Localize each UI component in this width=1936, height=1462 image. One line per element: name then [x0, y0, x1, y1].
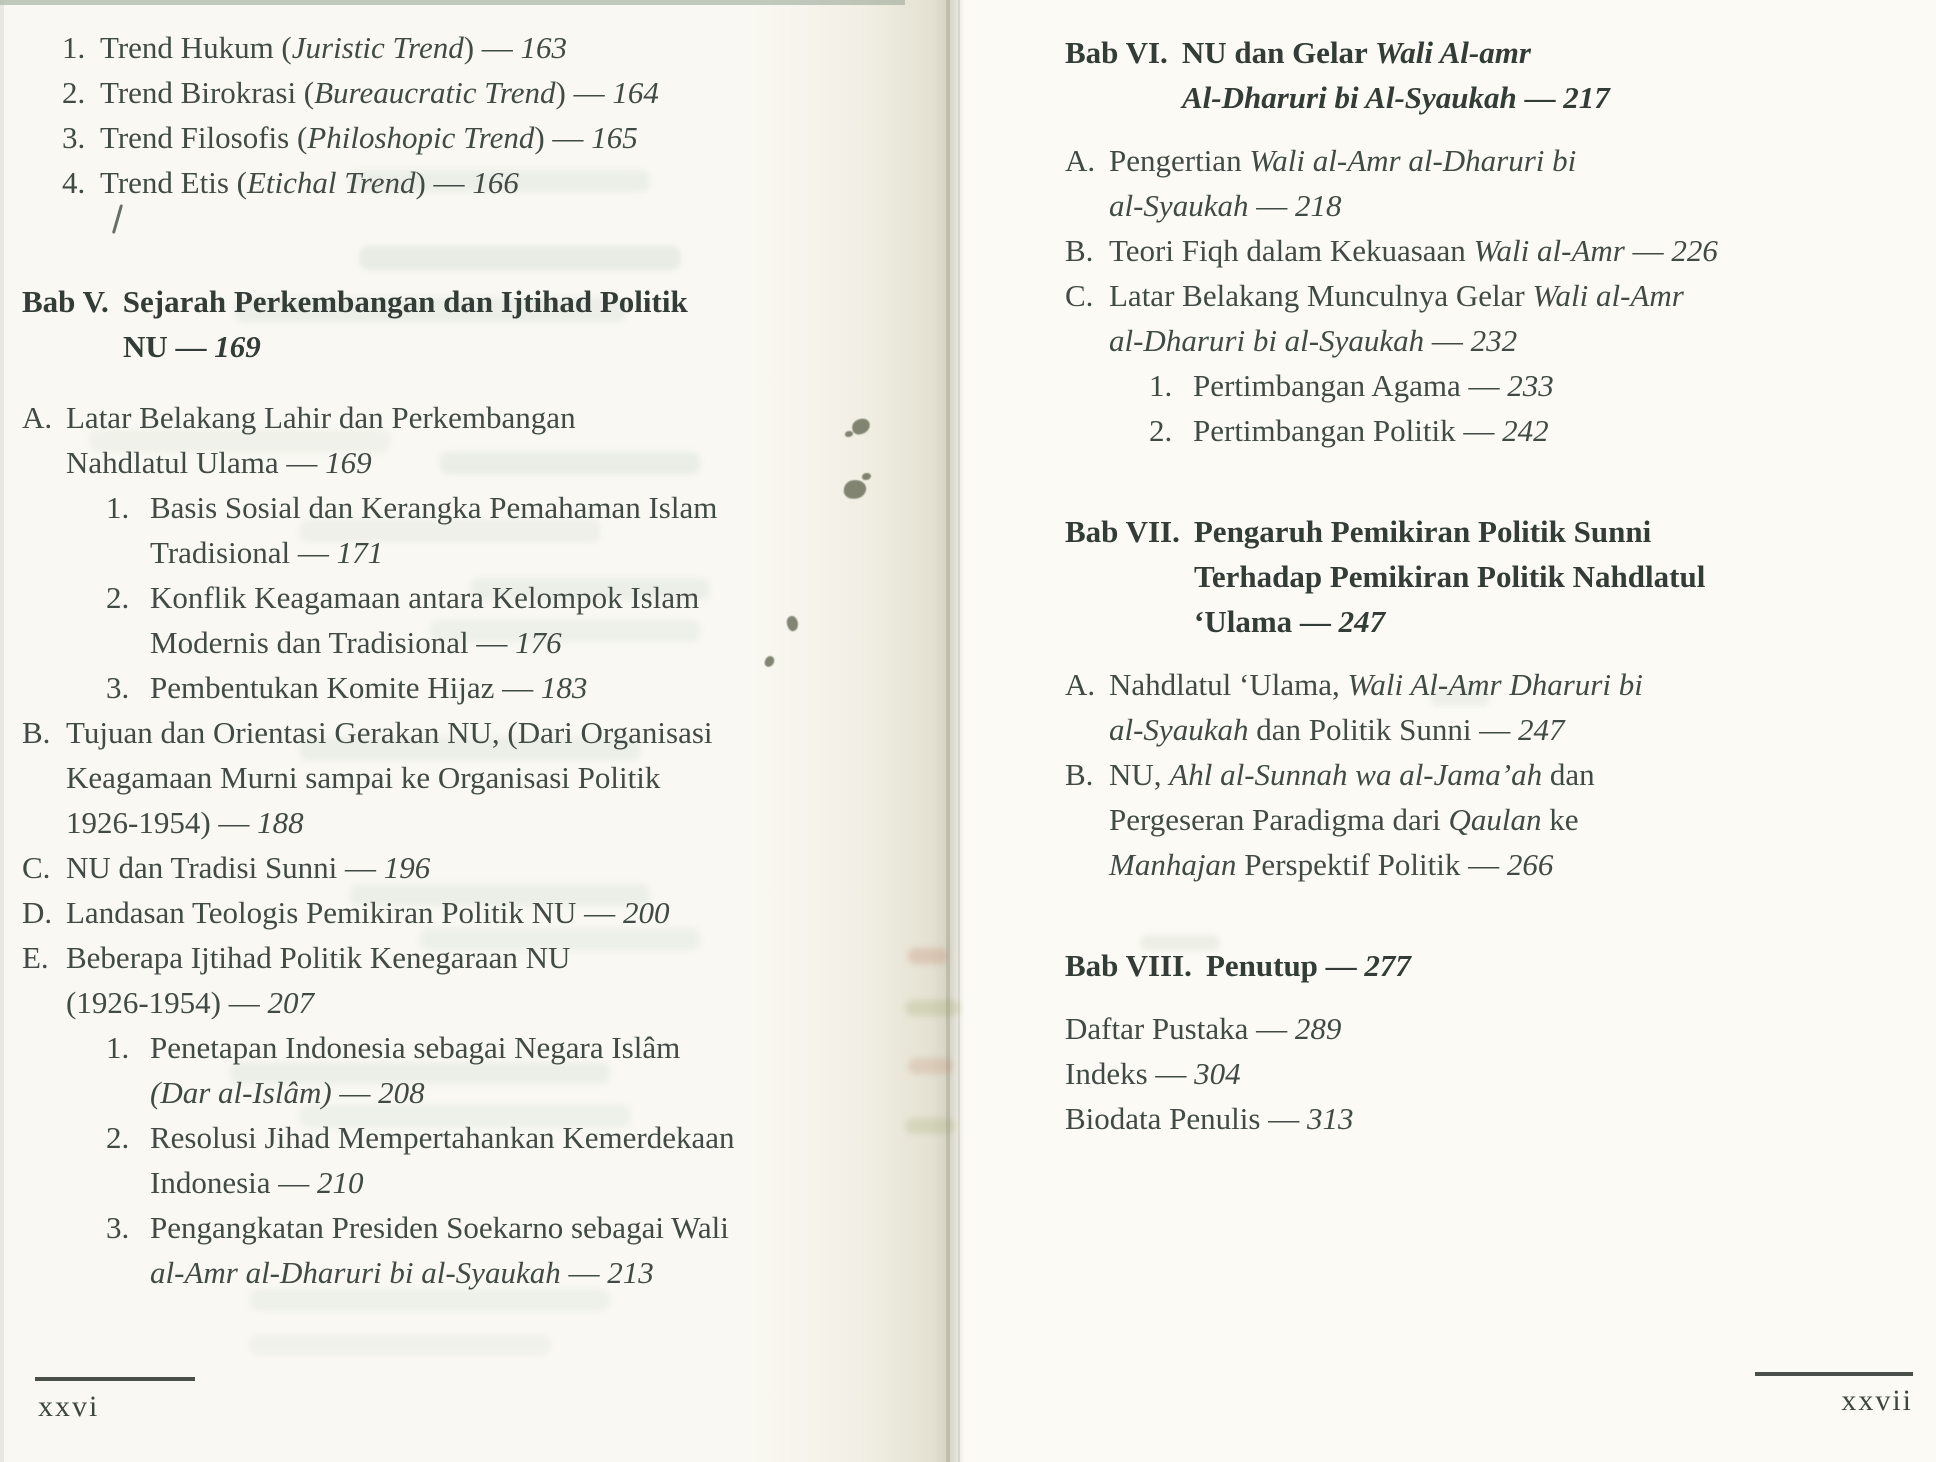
toc-entry	[106, 575, 852, 665]
toc-line	[66, 980, 852, 1025]
toc-entry	[1065, 752, 1925, 887]
toc-text-run: ) —	[555, 75, 613, 110]
toc-line	[66, 440, 852, 485]
toc-text-run: Trend Etis (	[100, 165, 247, 200]
toc-text-run: —	[1424, 323, 1471, 358]
toc-chapter-heading	[1065, 30, 1925, 120]
toc-line	[66, 800, 852, 845]
toc-text-run: Pergeseran Paradigma dari	[1109, 802, 1449, 837]
toc-line	[1065, 273, 1925, 318]
toc-text-run: Biodata Penulis —	[1065, 1101, 1307, 1136]
toc-chapter-heading	[1065, 509, 1925, 644]
toc-line	[1065, 752, 1925, 797]
toc-text-run: 1926-1954) —	[66, 805, 258, 840]
toc-line	[22, 279, 852, 324]
toc-entry	[1065, 1051, 1925, 1096]
toc-text-run: Basis Sosial dan Kerangka Pemahaman Islam	[150, 490, 718, 525]
bleedthrough-ghost	[250, 1335, 550, 1355]
toc-entry-label: A.	[22, 400, 53, 435]
toc-text-run: dan Politik Sunni —	[1248, 712, 1519, 747]
toc-text-run: Latar Belakang Munculnya Gelar	[1109, 278, 1533, 313]
toc-text-run: Terhadap Pemikiran Politik Nahdlatul	[1194, 559, 1706, 594]
toc-line	[1149, 363, 1925, 408]
toc-text-run: NU —	[123, 329, 215, 364]
scan-edge-artifact	[0, 0, 4, 1462]
toc-entry-label: Bab VI.	[1065, 35, 1168, 70]
toc-line	[150, 1070, 852, 1115]
toc-line	[22, 395, 852, 440]
bleedthrough-ghost	[905, 1118, 955, 1134]
toc-entry-label: B.	[1065, 233, 1094, 268]
toc-text-run: 171	[336, 535, 384, 570]
page-number-right: xxvii	[1841, 1384, 1913, 1417]
toc-text-run: Wali al-Amr al-Dharuri bi	[1249, 143, 1577, 178]
toc-line	[1065, 943, 1925, 988]
toc-text-run: NU,	[1109, 757, 1170, 792]
toc-text-run: 169	[214, 329, 261, 364]
toc-text-run: 304	[1194, 1056, 1241, 1091]
toc-text-run: —	[1624, 233, 1672, 268]
toc-text-run: al-Amr al-Dharuri bi al-Syaukah	[150, 1255, 561, 1290]
toc-text-run: Juristic Trend	[291, 30, 464, 65]
toc-entry	[106, 665, 852, 710]
toc-line	[1065, 138, 1925, 183]
toc-text-run: Pertimbangan Agama —	[1193, 368, 1508, 403]
toc-line	[1065, 1096, 1925, 1141]
toc-line	[1109, 183, 1925, 228]
toc-text-run: 165	[591, 120, 638, 155]
toc-entry-label: Bab VII.	[1065, 514, 1180, 549]
toc-entry	[62, 160, 852, 205]
toc-line	[62, 25, 852, 70]
toc-entry	[1065, 273, 1925, 363]
toc-text-run: 200	[622, 895, 670, 930]
toc-line	[1065, 1051, 1925, 1096]
toc-text-run: Wali al-Amr	[1473, 233, 1625, 268]
toc-text-run: 169	[325, 445, 372, 480]
toc-entry	[22, 845, 852, 890]
toc-column-left	[22, 25, 852, 1295]
toc-text-run: 188	[257, 805, 304, 840]
toc-line	[1065, 30, 1925, 75]
toc-line	[66, 755, 852, 800]
toc-line	[1109, 707, 1925, 752]
toc-text-run: Etichal Trend	[246, 165, 416, 200]
bleedthrough-ghost	[908, 948, 948, 964]
toc-text-run: Keagamaan Murni sampai ke Organisasi Politik	[66, 760, 661, 795]
toc-entry-label: B.	[1065, 757, 1094, 792]
toc-text-run: al-Dharuri bi al-Syaukah	[1109, 323, 1425, 358]
toc-entry-label: 3.	[106, 1210, 130, 1245]
toc-text-run: 210	[317, 1165, 364, 1200]
toc-line	[106, 575, 852, 620]
toc-line	[22, 710, 852, 755]
toc-entry-label: E.	[22, 940, 49, 975]
scan-edge-artifact	[0, 0, 905, 5]
toc-line	[106, 1115, 852, 1160]
toc-text-run: 247	[1338, 604, 1386, 639]
toc-entry-label: A.	[1065, 143, 1096, 178]
footer-rule-left	[35, 1377, 195, 1381]
toc-text-run: Latar Belakang Lahir dan Perkembangan	[66, 400, 576, 435]
toc-text-run: al-Syaukah	[1109, 712, 1249, 747]
toc-text-run: —	[1516, 80, 1564, 115]
toc-line	[150, 1160, 852, 1205]
toc-chapter-heading	[22, 279, 852, 369]
toc-line	[1065, 662, 1925, 707]
toc-entry-label: 3.	[106, 670, 130, 705]
toc-text-run: 213	[607, 1255, 654, 1290]
toc-text-run: Sejarah Perkembangan dan Ijtihad Politik	[122, 284, 688, 319]
toc-text-run: 313	[1306, 1101, 1354, 1136]
toc-text-run: Al-Dharuri bi Al-Syaukah	[1182, 80, 1517, 115]
toc-entry-label: 3.	[62, 120, 86, 155]
toc-line	[150, 530, 852, 575]
toc-text-run: 266	[1506, 847, 1554, 882]
toc-text-run: 289	[1294, 1011, 1342, 1046]
toc-text-run: Daftar Pustaka —	[1065, 1011, 1295, 1046]
toc-entry	[22, 935, 852, 1025]
toc-text-run: Tradisional —	[150, 535, 337, 570]
toc-line	[1149, 408, 1925, 453]
toc-text-run: Modernis dan Tradisional —	[150, 625, 516, 660]
toc-line	[150, 1250, 852, 1295]
toc-entry	[1065, 662, 1925, 752]
toc-chapter-heading	[1065, 943, 1925, 988]
toc-text-run: Indeks —	[1065, 1056, 1195, 1091]
toc-entry-label: 2.	[106, 580, 130, 615]
toc-entry-label: A.	[1065, 667, 1096, 702]
toc-entry	[106, 1115, 852, 1205]
toc-text-run: Bureaucratic Trend	[314, 75, 556, 110]
toc-entry	[62, 115, 852, 160]
toc-text-run: Pengertian	[1109, 143, 1250, 178]
toc-text-run: ) —	[534, 120, 592, 155]
bleedthrough-ghost	[905, 1000, 960, 1016]
toc-entry-label: 1.	[62, 30, 86, 65]
toc-entry-label: D.	[22, 895, 53, 930]
toc-line	[123, 324, 852, 369]
toc-text-run: 218	[1294, 188, 1342, 223]
toc-text-run: Nahdlatul Ulama —	[66, 445, 326, 480]
toc-line	[1109, 318, 1925, 363]
toc-line	[62, 70, 852, 115]
toc-text-run: 233	[1507, 368, 1554, 403]
toc-entry	[106, 485, 852, 575]
toc-text-run: 226	[1671, 233, 1718, 268]
toc-entry	[1065, 1096, 1925, 1141]
toc-entry-label: 1.	[106, 1030, 130, 1065]
toc-entry-label: 4.	[62, 165, 86, 200]
toc-entry-label: 2.	[106, 1120, 130, 1155]
toc-text-run: Manhajan	[1109, 847, 1237, 882]
toc-entry	[106, 1205, 852, 1295]
toc-text-run: 163	[520, 30, 568, 65]
toc-line	[62, 115, 852, 160]
footer-rule-right	[1755, 1372, 1913, 1376]
toc-text-run: NU dan Gelar	[1181, 35, 1376, 70]
toc-text-run: ke	[1541, 802, 1579, 837]
toc-entry-label: 1.	[1149, 368, 1173, 403]
toc-text-run: 277	[1364, 948, 1411, 983]
toc-text-run: 217	[1563, 80, 1610, 115]
toc-text-run: 242	[1502, 413, 1549, 448]
toc-text-run: Qaulan	[1448, 802, 1542, 837]
toc-line	[106, 665, 852, 710]
toc-text-run: Ahl al-Sunnah wa al-Jama’ah	[1169, 757, 1543, 792]
toc-text-run: 207	[267, 985, 314, 1020]
toc-text-run: NU dan Tradisi Sunni —	[66, 850, 384, 885]
toc-text-run: 183	[540, 670, 588, 705]
toc-line	[106, 1025, 852, 1070]
toc-text-run: Wali Al-Amr Dharuri bi	[1347, 667, 1643, 702]
toc-text-run: Trend Hukum (	[100, 30, 292, 65]
toc-entry	[106, 1025, 852, 1115]
toc-text-run: (Dar al-Islâm)	[150, 1075, 332, 1110]
toc-entry-label: 1.	[106, 490, 130, 525]
toc-line	[1065, 228, 1925, 273]
toc-entry	[1149, 408, 1925, 453]
toc-text-run: 247	[1518, 712, 1565, 747]
toc-text-run: Trend Birokrasi (	[100, 75, 315, 110]
toc-text-run: 208	[378, 1075, 425, 1110]
toc-text-run: ) —	[415, 165, 473, 200]
toc-text-run: Teori Fiqh dalam Kekuasaan	[1109, 233, 1474, 268]
toc-text-run: Nahdlatul ‘Ulama,	[1109, 667, 1348, 702]
toc-text-run: Resolusi Jihad Mempertahankan Kemerdekaan	[150, 1120, 735, 1155]
toc-entry	[62, 25, 852, 70]
toc-text-run: Beberapa Ijtihad Politik Kenegaraan NU	[66, 940, 571, 975]
toc-entry	[62, 70, 852, 115]
toc-text-run: Pembentukan Komite Hijaz —	[150, 670, 541, 705]
toc-line	[22, 845, 852, 890]
toc-text-run: —	[331, 1075, 379, 1110]
toc-entry	[22, 890, 852, 935]
page-number-left: xxvi	[38, 1390, 100, 1423]
toc-entry-label: Bab VIII.	[1065, 948, 1192, 983]
toc-line	[106, 485, 852, 530]
toc-line	[62, 160, 852, 205]
toc-text-run: —	[560, 1255, 608, 1290]
toc-text-run: 176	[515, 625, 562, 660]
bleedthrough-ghost	[908, 1058, 953, 1074]
toc-text-run: Perspektif Politik —	[1236, 847, 1507, 882]
toc-text-run: dan	[1542, 757, 1595, 792]
toc-line	[22, 890, 852, 935]
toc-text-run: Landasan Teologis Pemikiran Politik NU —	[66, 895, 623, 930]
toc-text-run: 164	[612, 75, 659, 110]
toc-entry	[22, 710, 852, 845]
toc-text-run: ) —	[463, 30, 521, 65]
gutter-line	[946, 0, 950, 1462]
toc-entry-label: 2.	[1149, 413, 1173, 448]
toc-text-run: 232	[1470, 323, 1518, 358]
toc-text-run: Pertimbangan Politik —	[1193, 413, 1503, 448]
toc-line	[1182, 75, 1925, 120]
toc-text-run: Pengaruh Pemikiran Politik Sunni	[1193, 514, 1652, 549]
toc-text-run: Wali al-Amr	[1532, 278, 1684, 313]
toc-text-run: 196	[383, 850, 431, 885]
toc-line	[22, 935, 852, 980]
toc-line	[1065, 1006, 1925, 1051]
gutter-line	[958, 0, 960, 1462]
toc-entry-label: C.	[22, 850, 51, 885]
toc-entry	[1065, 138, 1925, 228]
toc-entry-label: Bab V.	[22, 284, 109, 319]
toc-entry	[1065, 228, 1925, 273]
toc-text-run: Penetapan Indonesia sebagai Negara Islâm	[150, 1030, 681, 1065]
toc-text-run: Konflik Keagamaan antara Kelompok Islam	[150, 580, 700, 615]
toc-line	[1109, 842, 1925, 887]
toc-entry	[1065, 1006, 1925, 1051]
toc-text-run: Philoshopic Trend	[307, 120, 535, 155]
toc-entry	[22, 395, 852, 485]
toc-column-right	[1065, 30, 1925, 1141]
toc-line	[1194, 554, 1925, 599]
toc-line	[106, 1205, 852, 1250]
toc-line	[1194, 599, 1925, 644]
toc-text-run: —	[1248, 188, 1295, 223]
toc-text-run: Indonesia —	[150, 1165, 318, 1200]
toc-text-run: al-Syaukah	[1109, 188, 1249, 223]
toc-line	[1065, 509, 1925, 554]
toc-text-run: Trend Filosofis (	[100, 120, 308, 155]
toc-text-run: Pengangkatan Presiden Soekarno sebagai Wali	[150, 1210, 729, 1245]
toc-text-run: (1926-1954) —	[66, 985, 268, 1020]
toc-entry-label: 2.	[62, 75, 86, 110]
toc-line	[1109, 797, 1925, 842]
toc-text-run: Wali Al-amr	[1375, 35, 1531, 70]
toc-entry-label: B.	[22, 715, 51, 750]
toc-entry-label: C.	[1065, 278, 1094, 313]
toc-text-run: Penutup —	[1205, 948, 1365, 983]
toc-entry	[1149, 363, 1925, 408]
toc-text-run: ‘Ulama —	[1194, 604, 1339, 639]
toc-line	[150, 620, 852, 665]
toc-text-run: Tujuan dan Orientasi Gerakan NU, (Dari Organisasi	[66, 715, 713, 750]
toc-text-run: 166	[472, 165, 519, 200]
